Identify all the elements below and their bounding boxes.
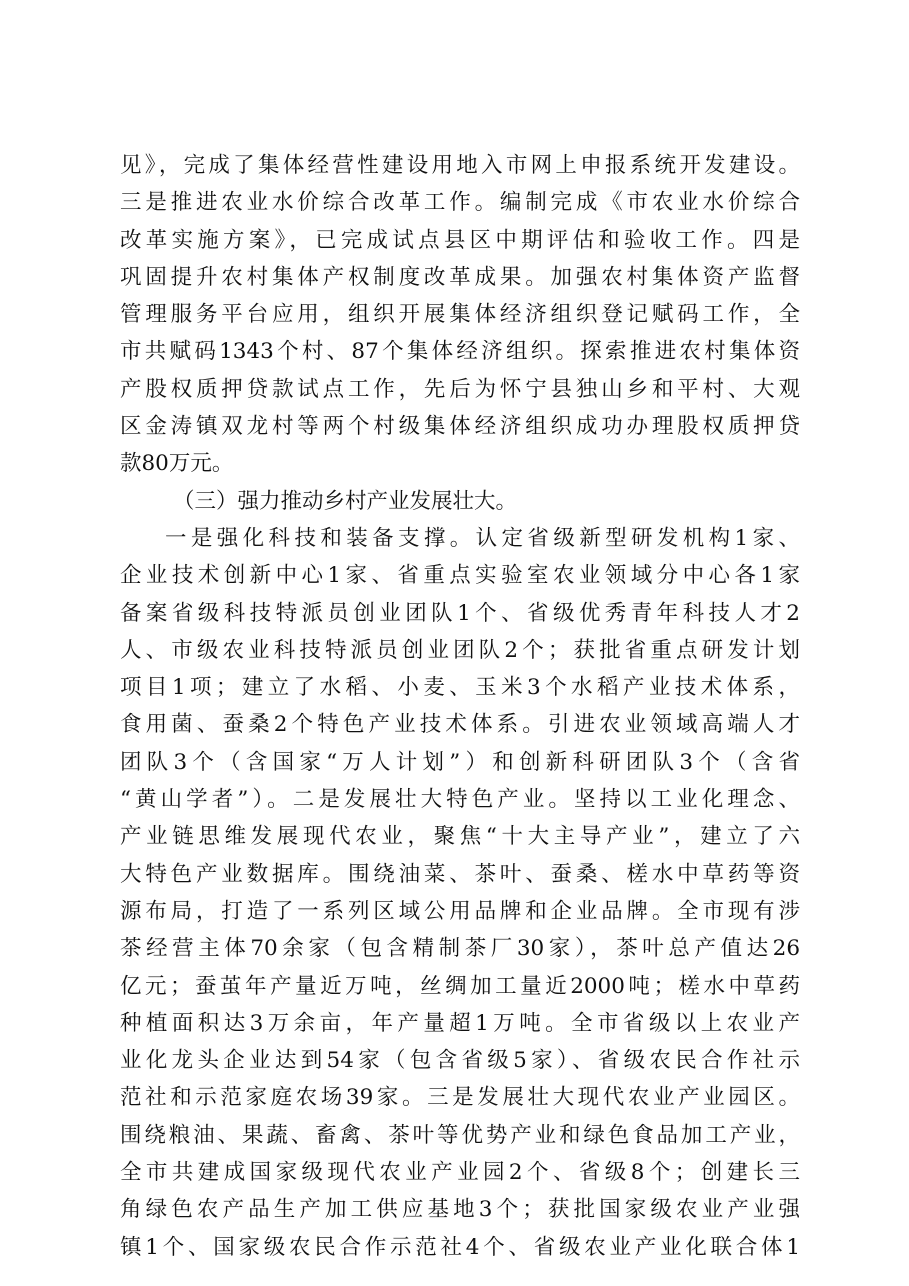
text-line: 区金涛镇双龙村等两个村级集体经济组织成功办理股权质押贷 [120,414,800,440]
body-text [120,147,800,1266]
text-line: 一是强化科技和装备支撑。认定省级新型研发机构1家、 [165,525,800,551]
text-line: 管理服务平台应用，组织开展集体经济组织登记赋码工作，全 [120,302,800,328]
text-line: 人、市级农业科技特派员创业团队2个；获批省重点研发计划 [120,637,800,663]
section-heading: （三）强力推动乡村产业发展壮大。 [173,488,518,514]
text-line: 茶经营主体70余家（包含精制茶厂30家），茶叶总产值达26 [120,936,800,962]
text-line: 企业技术创新中心1家、省重点实验室农业领域分中心各1家 [120,563,800,589]
text-line: 业化龙头企业达到54家（包含省级5家）、省级农民合作社示 [120,1048,800,1074]
text-line: 产业链思维发展现代农业，聚焦“十大主导产业”，建立了六 [120,824,800,850]
text-line: 见》，完成了集体经营性建设用地入市网上申报系统开发建设。 [120,153,800,178]
text-line: 备案省级科技特派员创业团队1个、省级优秀青年科技人才2 [120,600,800,626]
text-line: 团队3个（含国家“万人计划”）和创新科研团队3个（含省 [120,749,800,775]
text-line: “黄山学者”）。二是发展壮大特色产业。坚持以工业化理念、 [120,787,800,813]
text-line: 亿元；蚕茧年产量近万吨，丝绸加工量近2000吨；槎水中草药 [120,973,800,999]
text-line: 镇1个、国家级农民合作示范社4个、省级农业产业化联合体1 [120,1234,800,1260]
text-line: 源布局，打造了一系列区域公用品牌和企业品牌。全市现有涉 [120,898,800,924]
text-line: 巩固提升农村集体产权制度改革成果。加强农村集体资产监督 [120,264,800,290]
text-line: 市共赋码1343个村、87个集体经济组织。探索推进农村集体资 [120,339,800,365]
text-line: 围绕粮油、果蔬、畜禽、茶叶等优势产业和绿色食品加工产业， [120,1122,800,1148]
text-line: 范社和示范家庭农场39家。三是发展壮大现代农业产业园区。 [120,1085,800,1111]
text-line: 食用菌、蚕桑2个特色产业技术体系。引进农业领域高端人才 [120,712,800,738]
text-line: 三是推进农业水价综合改革工作。编制完成《市农业水价综合 [120,190,800,216]
text-line: 全市共建成国家级现代农业产业园2个、省级8个；创建长三 [120,1160,800,1186]
text-line: 大特色产业数据库。围绕油菜、茶叶、蚕桑、槎水中草药等资 [120,861,800,887]
text-line: 项目1项；建立了水稻、小麦、玉米3个水稻产业技术体系， [120,675,800,701]
text-line: 产股权质押贷款试点工作，先后为怀宁县独山乡和平村、大观 [120,376,800,402]
text-line: 种植面积达3万余亩，年产量超1万吨。全市省级以上农业产 [120,1010,800,1036]
text-line: 款80万元。 [120,451,234,477]
text-line: 改革实施方案》，已完成试点县区中期评估和验收工作。四是 [120,227,800,253]
text-line: 角绿色农产品生产加工供应基地3个；获批国家级农业产业强 [120,1197,800,1223]
